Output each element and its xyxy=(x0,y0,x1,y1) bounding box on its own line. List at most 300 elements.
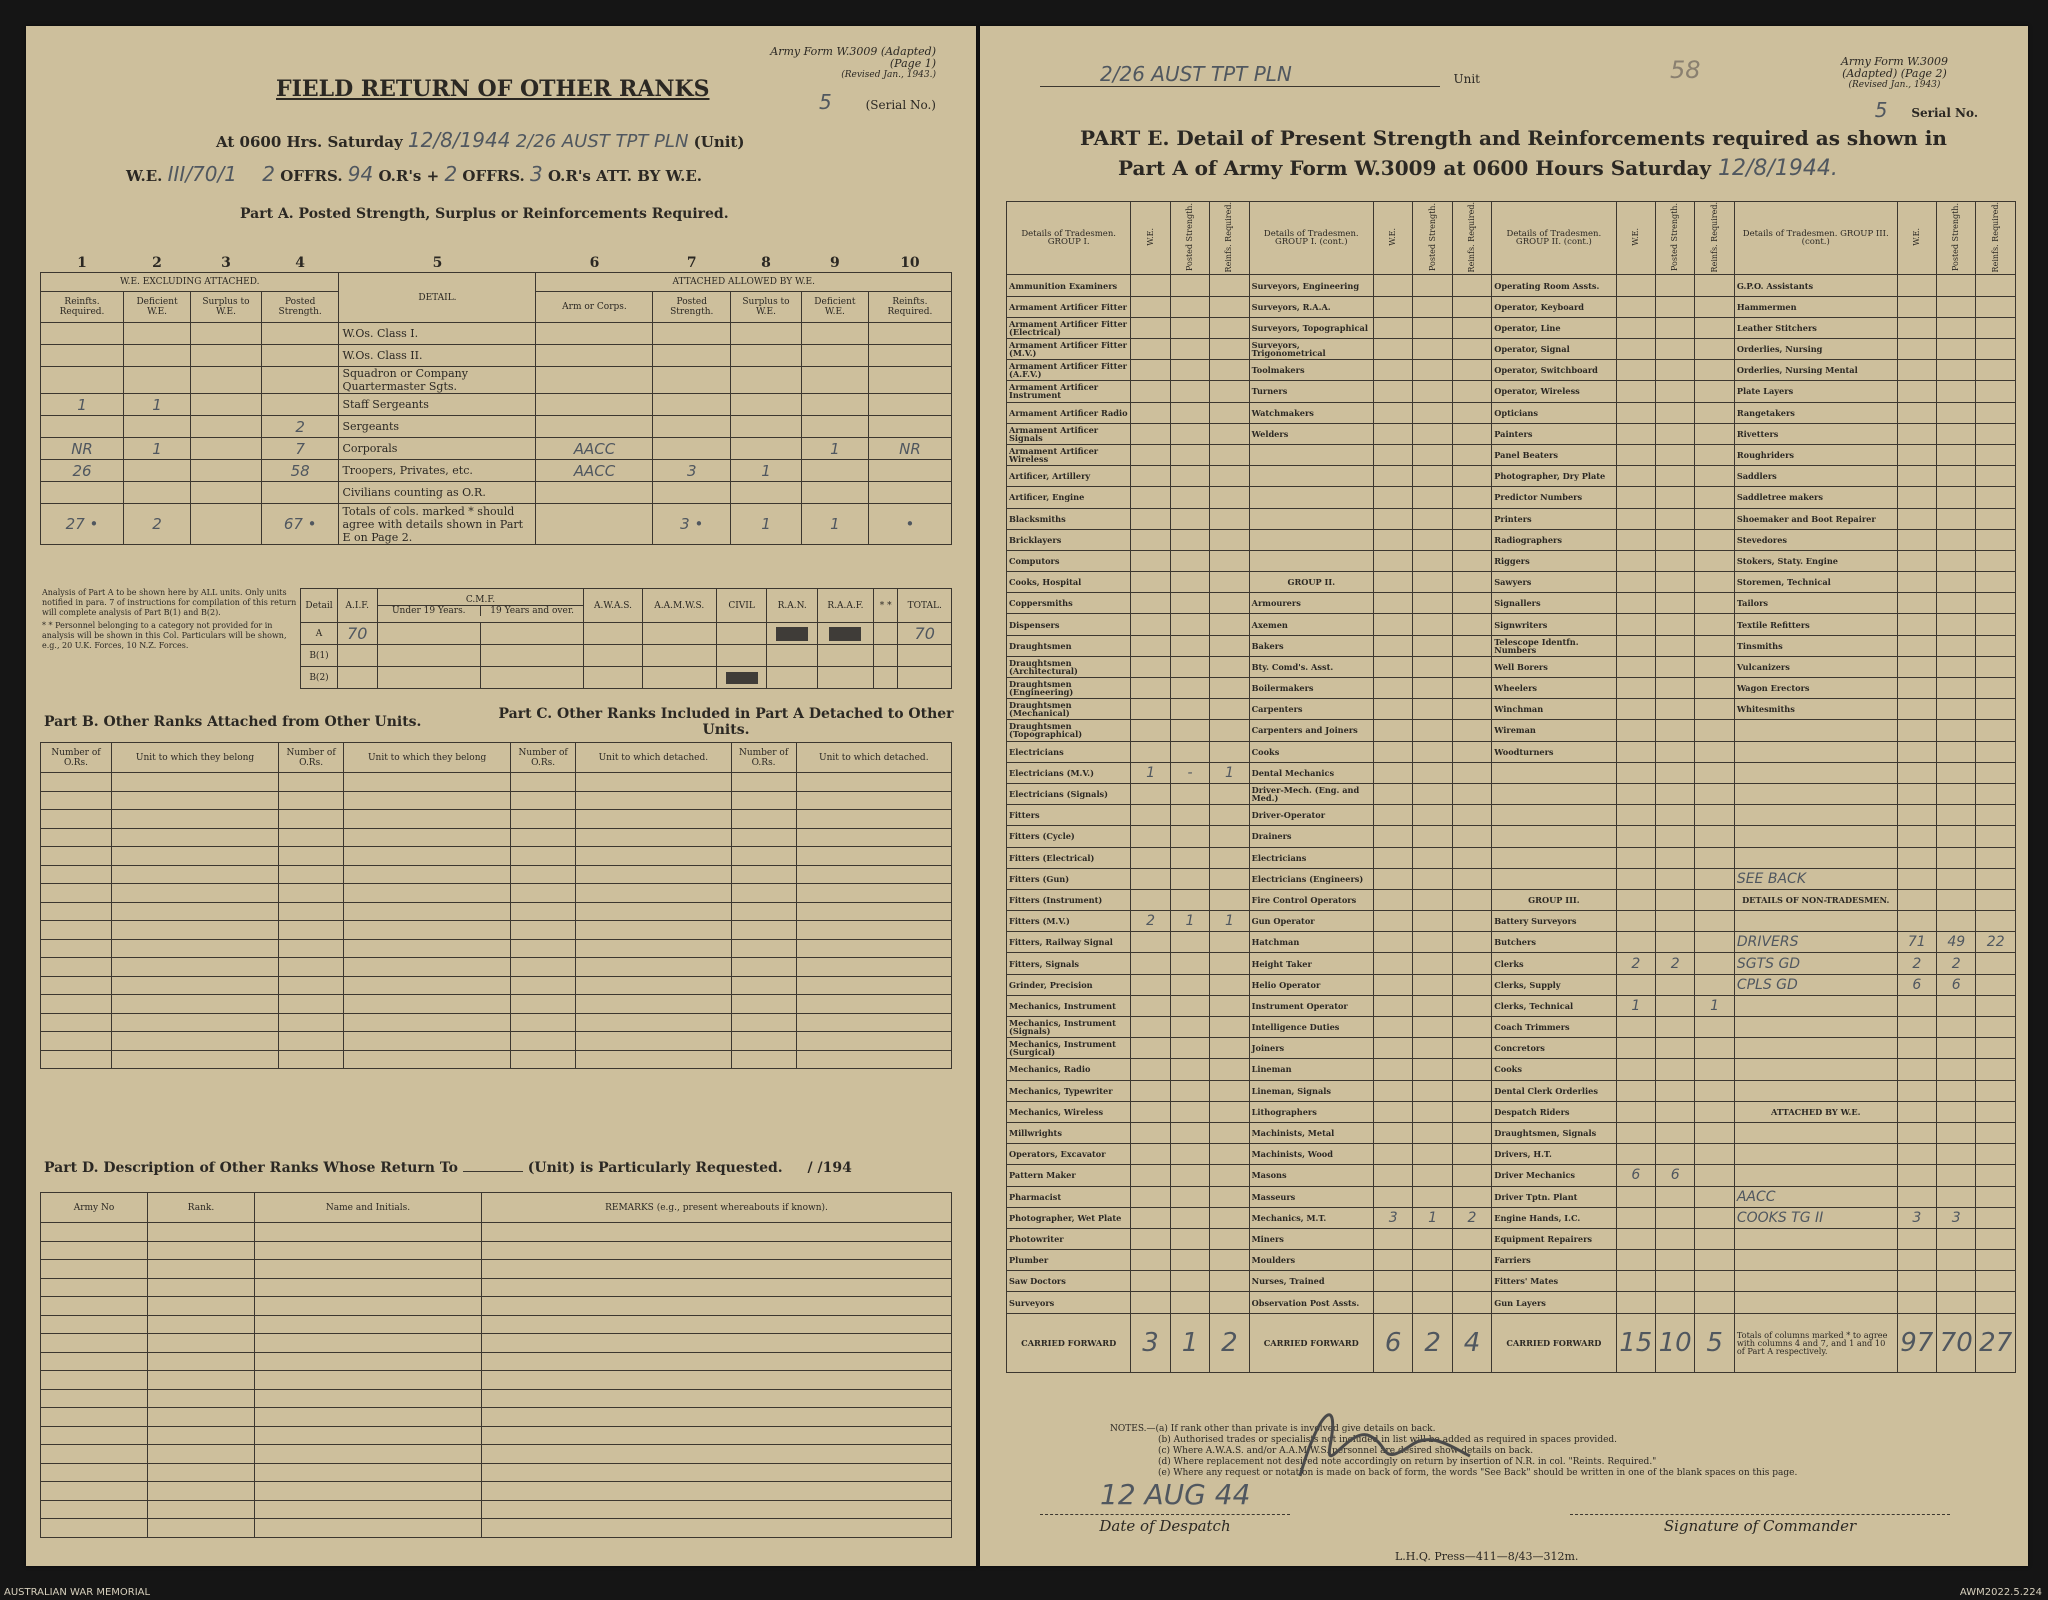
col-head: Arm or Corps. xyxy=(536,292,653,323)
trade-name: Signallers xyxy=(1492,593,1616,614)
part-e-title-2 xyxy=(1118,156,1838,181)
group-head: Details of Tradesmen. GROUP III. (cont.) xyxy=(1734,202,1897,275)
trade-value xyxy=(1695,805,1734,826)
part-d-row xyxy=(41,1352,952,1371)
part-d-head: Name and Initials. xyxy=(255,1193,482,1223)
trade-value xyxy=(1452,1059,1491,1080)
trade-name: Driver-Mech. (Eng. and Med.) xyxy=(1249,783,1373,804)
trade-value xyxy=(1452,805,1491,826)
trade-value xyxy=(1170,678,1209,699)
trade-value xyxy=(1373,1080,1412,1101)
trade-name: Shoemaker and Boot Repairer xyxy=(1734,508,1897,529)
part-a-cell: 67 • xyxy=(261,504,339,545)
trade-name: Driver Mechanics xyxy=(1492,1165,1616,1186)
trade-value xyxy=(1616,487,1655,508)
part-d-row xyxy=(41,1463,952,1482)
trade-name: Orderlies, Nursing xyxy=(1734,339,1897,360)
trade-value xyxy=(1937,572,1976,593)
trade-value xyxy=(1131,572,1170,593)
trade-value xyxy=(1616,508,1655,529)
trade-value xyxy=(1655,635,1694,656)
trade-value xyxy=(1373,381,1412,402)
trade-value xyxy=(1413,953,1452,974)
part-a-cell xyxy=(191,416,262,438)
part-d-row xyxy=(41,1334,952,1353)
trade-name: Miners xyxy=(1249,1228,1373,1249)
part-a-detail: Troopers, Privates, etc. xyxy=(339,460,536,482)
trade-name xyxy=(1492,762,1616,783)
trade-value xyxy=(1616,911,1655,932)
trade-value xyxy=(1131,529,1170,550)
trade-value xyxy=(1452,1271,1491,1292)
part-a-cell xyxy=(261,345,339,367)
trade-value xyxy=(1452,762,1491,783)
trade-name: Armament Artificer Instrument xyxy=(1007,381,1131,402)
unit-label: Unit xyxy=(1453,72,1480,86)
form-id: Army Form W.3009 xyxy=(1840,55,1948,68)
trade-value xyxy=(1616,529,1655,550)
part-e-row xyxy=(1007,487,2016,508)
trade-value xyxy=(1373,635,1412,656)
trade-value xyxy=(1170,1059,1209,1080)
carried-forward-value: 5 xyxy=(1695,1313,1734,1372)
trade-value xyxy=(1170,1271,1209,1292)
trade-value xyxy=(1170,1207,1209,1228)
part-a-cell: 26 xyxy=(41,460,124,482)
part-b-head: Number of O.Rs. xyxy=(41,743,112,773)
trade-name: Textile Refitters xyxy=(1734,614,1897,635)
trade-value xyxy=(1695,1122,1734,1143)
trade-value xyxy=(1937,678,1976,699)
trade-value xyxy=(1170,889,1209,910)
trade-name xyxy=(1734,826,1897,847)
trade-value xyxy=(1170,783,1209,804)
blackout-mark xyxy=(776,627,808,641)
part-e-row xyxy=(1007,296,2016,317)
trade-value xyxy=(1210,360,1249,381)
trade-name: Toolmakers xyxy=(1249,360,1373,381)
trade-value xyxy=(1452,868,1491,889)
part-a-cell xyxy=(41,323,124,345)
part-a-cell xyxy=(261,367,339,394)
trade-name: Armament Artificer Fitter xyxy=(1007,296,1131,317)
trade-value xyxy=(1616,444,1655,465)
part-a-cell xyxy=(536,323,653,345)
carried-forward-label: CARRIED FORWARD xyxy=(1492,1313,1616,1372)
footer-accession: AWM2022.5.224 xyxy=(1959,1587,2042,1598)
trade-value xyxy=(1413,360,1452,381)
trade-value xyxy=(1897,423,1936,444)
part-a-detail: W.Os. Class I. xyxy=(339,323,536,345)
trade-value xyxy=(1655,678,1694,699)
trade-value xyxy=(1616,889,1655,910)
part-a-cell: 27 • xyxy=(41,504,124,545)
trade-name: Ammunition Examiners xyxy=(1007,275,1131,296)
trade-name xyxy=(1492,805,1616,826)
trade-value xyxy=(1695,339,1734,360)
trade-value xyxy=(1413,1271,1452,1292)
part-e-row xyxy=(1007,932,2016,953)
trade-value xyxy=(1131,1101,1170,1122)
part-a-cell xyxy=(124,323,191,345)
trade-value xyxy=(1976,487,2016,508)
part-e-row xyxy=(1007,614,2016,635)
trade-name: Concretors xyxy=(1492,1038,1616,1059)
trade-value xyxy=(1976,381,2016,402)
trade-value xyxy=(1937,529,1976,550)
part-a-cell xyxy=(868,323,951,345)
trade-value xyxy=(1655,911,1694,932)
trade-value xyxy=(1937,911,1976,932)
part-a-group-header xyxy=(41,273,952,292)
trade-value xyxy=(1210,1101,1249,1122)
trade-name: Electricians xyxy=(1249,847,1373,868)
part-c-head: Number of O.Rs. xyxy=(731,743,796,773)
trade-value xyxy=(1695,593,1734,614)
trade-name: Opticians xyxy=(1492,402,1616,423)
trade-name: Dental Clerk Orderlies xyxy=(1492,1080,1616,1101)
trade-value xyxy=(1976,508,2016,529)
trade-name: Coach Trimmers xyxy=(1492,1017,1616,1038)
trade-value xyxy=(1452,444,1491,465)
trade-value xyxy=(1937,1017,1976,1038)
part-a-row xyxy=(41,367,952,394)
trade-value xyxy=(1695,444,1734,465)
trade-value xyxy=(1373,423,1412,444)
trade-value xyxy=(1897,550,1936,571)
trade-value xyxy=(1131,1017,1170,1038)
trade-value xyxy=(1897,1292,1936,1313)
trade-name: Helio Operator xyxy=(1249,974,1373,995)
part-bc-row xyxy=(41,958,952,977)
trade-value xyxy=(1131,741,1170,762)
trade-value xyxy=(1655,508,1694,529)
trade-value xyxy=(1452,1144,1491,1165)
trade-value xyxy=(1452,1250,1491,1271)
trade-name: Tailors xyxy=(1734,593,1897,614)
trade-name: Blacksmiths xyxy=(1007,508,1131,529)
trade-value xyxy=(1413,402,1452,423)
trade-value xyxy=(1131,1038,1170,1059)
trade-name: Photographer, Wet Plate xyxy=(1007,1207,1131,1228)
trade-value xyxy=(1373,932,1412,953)
trade-value xyxy=(1170,974,1209,995)
trade-name xyxy=(1734,1017,1897,1038)
part-a-cell xyxy=(801,323,868,345)
part-a-cell xyxy=(261,394,339,416)
trade-value xyxy=(1373,826,1412,847)
trade-value xyxy=(1937,1080,1976,1101)
trade-value xyxy=(1695,1059,1734,1080)
press-mark: L.H.Q. Press—411—8/43—312m. xyxy=(1395,1550,1579,1563)
part-a-cell: 2 xyxy=(261,416,339,438)
carried-forward-label: CARRIED FORWARD xyxy=(1007,1313,1131,1372)
trade-value xyxy=(1131,1228,1170,1249)
trade-value xyxy=(1131,275,1170,296)
trade-value xyxy=(1373,720,1412,741)
part-a-cell xyxy=(41,482,124,504)
part-e-row xyxy=(1007,360,2016,381)
trade-value xyxy=(1897,1017,1936,1038)
trade-name: Welders xyxy=(1249,423,1373,444)
part-d-row xyxy=(41,1408,952,1427)
trade-value xyxy=(1210,741,1249,762)
trade-name: Operator, Line xyxy=(1492,317,1616,338)
trade-value xyxy=(1373,1228,1412,1249)
trade-name: Gun Operator xyxy=(1249,911,1373,932)
trade-value: 6 xyxy=(1616,1165,1655,1186)
trade-value xyxy=(1937,1038,1976,1059)
trade-value xyxy=(1616,1144,1655,1165)
trade-value xyxy=(1897,1122,1936,1143)
trade-name: Rivetters xyxy=(1734,423,1897,444)
trade-value xyxy=(1897,1059,1936,1080)
part-a-cell xyxy=(731,482,802,504)
trade-name: Dental Mechanics xyxy=(1249,762,1373,783)
trade-name: Operator, Signal xyxy=(1492,339,1616,360)
part-d-row xyxy=(41,1223,952,1242)
part-e-row xyxy=(1007,550,2016,571)
trade-value: 1 xyxy=(1695,995,1734,1016)
trade-value xyxy=(1131,317,1170,338)
trade-value xyxy=(1616,1059,1655,1080)
part-b-head: Unit to which they belong xyxy=(112,743,279,773)
trade-name: Armament Artificer Wireless xyxy=(1007,444,1131,465)
trade-value xyxy=(1373,1165,1412,1186)
part-e-row xyxy=(1007,529,2016,550)
num-head: Posted Strength. xyxy=(1951,203,1961,272)
trade-value xyxy=(1131,614,1170,635)
trade-value xyxy=(1616,423,1655,444)
col-number: 5 xyxy=(432,255,443,271)
trade-name: Machinists, Metal xyxy=(1249,1122,1373,1143)
trade-value xyxy=(1373,508,1412,529)
trade-name: DETAILS OF NON-TRADESMEN. xyxy=(1734,889,1897,910)
part-a-cell xyxy=(653,323,731,345)
trade-value xyxy=(1897,1101,1936,1122)
trade-value xyxy=(1131,826,1170,847)
trade-value xyxy=(1210,572,1249,593)
analysis-head: 19 Years and over. xyxy=(490,606,575,616)
trade-value xyxy=(1452,974,1491,995)
trade-value xyxy=(1937,423,1976,444)
part-bc-row xyxy=(41,865,952,884)
trade-name xyxy=(1249,487,1373,508)
num-head: Posted Strength. xyxy=(1427,203,1437,272)
trade-name: Operator, Switchboard xyxy=(1492,360,1616,381)
trade-value: 3 xyxy=(1373,1207,1412,1228)
trade-value xyxy=(1897,678,1936,699)
trade-value xyxy=(1131,656,1170,677)
trade-value xyxy=(1452,1292,1491,1313)
part-e-row xyxy=(1007,317,2016,338)
trade-value: 3 xyxy=(1897,1207,1936,1228)
trade-value xyxy=(1452,953,1491,974)
part-e-row xyxy=(1007,1186,2016,1207)
part-bc-row xyxy=(41,810,952,829)
trade-value xyxy=(1373,1059,1412,1080)
trade-value xyxy=(1131,296,1170,317)
trade-value xyxy=(1131,381,1170,402)
part-a-cell xyxy=(653,367,731,394)
trade-value xyxy=(1976,550,2016,571)
trade-value xyxy=(1897,656,1936,677)
trade-value xyxy=(1695,1271,1734,1292)
trade-value xyxy=(1616,614,1655,635)
part-a-cell: AACC xyxy=(536,438,653,460)
trade-value xyxy=(1937,762,1976,783)
trade-name: Bricklayers xyxy=(1007,529,1131,550)
col-number: 2 xyxy=(152,255,162,271)
part-a-cell xyxy=(801,482,868,504)
part-e-row xyxy=(1007,678,2016,699)
part-a-cell xyxy=(536,416,653,438)
trade-value: 1 xyxy=(1210,911,1249,932)
trade-value: 2 xyxy=(1897,953,1936,974)
part-a-cell xyxy=(191,504,262,545)
part-a-detail: Sergeants xyxy=(339,416,536,438)
detail-header: DETAIL. xyxy=(339,273,536,323)
trade-name xyxy=(1492,847,1616,868)
analysis-row-label: B(1) xyxy=(301,645,338,667)
trade-name: Nurses, Trained xyxy=(1249,1271,1373,1292)
trade-value xyxy=(1976,826,2016,847)
part-d-row xyxy=(41,1278,952,1297)
trade-name: AACC xyxy=(1734,1186,1897,1207)
serial-label: (Serial No.) xyxy=(865,98,936,112)
trade-value xyxy=(1170,529,1209,550)
trade-name: Joiners xyxy=(1249,1038,1373,1059)
part-a-detail: Totals of cols. marked * should agree with details shown in Part E on Page 2. xyxy=(339,504,536,545)
trade-value xyxy=(1937,1271,1976,1292)
trade-name: Drivers, H.T. xyxy=(1492,1144,1616,1165)
trade-name: Armourers xyxy=(1249,593,1373,614)
trade-name: Computors xyxy=(1007,550,1131,571)
trade-value xyxy=(1655,614,1694,635)
unit-line xyxy=(1040,62,1480,87)
trade-name: Mechanics, Instrument (Surgical) xyxy=(1007,1038,1131,1059)
trade-value xyxy=(1695,678,1734,699)
trade-value xyxy=(1897,593,1936,614)
part-e-row xyxy=(1007,762,2016,783)
trade-value xyxy=(1452,889,1491,910)
trade-value xyxy=(1131,1186,1170,1207)
trade-name: Photographer, Dry Plate xyxy=(1492,466,1616,487)
trade-value xyxy=(1616,1271,1655,1292)
trade-value xyxy=(1655,741,1694,762)
trade-value xyxy=(1937,868,1976,889)
trade-value xyxy=(1616,1122,1655,1143)
trade-value xyxy=(1655,1207,1694,1228)
trade-value xyxy=(1131,868,1170,889)
carried-forward-value: 1 xyxy=(1170,1313,1209,1372)
part-a-cell xyxy=(801,367,868,394)
trade-name: Mechanics, M.T. xyxy=(1249,1207,1373,1228)
trade-value xyxy=(1976,805,2016,826)
part-d-row xyxy=(41,1389,952,1408)
trade-value xyxy=(1373,889,1412,910)
trade-name: Farriers xyxy=(1492,1250,1616,1271)
part-e-row xyxy=(1007,741,2016,762)
page-number: (Page 1) xyxy=(889,57,936,70)
trade-value xyxy=(1695,423,1734,444)
trade-name: Cooks xyxy=(1249,741,1373,762)
trade-value xyxy=(1210,678,1249,699)
trade-value xyxy=(1616,741,1655,762)
page-title: FIELD RETURN OF OTHER RANKS xyxy=(276,76,710,102)
totals-note: Totals of columns marked * to agree with columns 4 and 7, and 1 and 10 of Part A respectively. xyxy=(1734,1313,1897,1372)
trade-name xyxy=(1734,1122,1897,1143)
part-b-head: Number of O.Rs. xyxy=(279,743,344,773)
trade-value xyxy=(1897,339,1936,360)
revised-note: (Revised Jan., 1943) xyxy=(1848,80,1941,90)
trade-name: Battery Surveyors xyxy=(1492,911,1616,932)
part-a-cell xyxy=(191,323,262,345)
trade-value xyxy=(1695,1038,1734,1059)
trade-value xyxy=(1131,1144,1170,1165)
offrs-value: 2 xyxy=(262,162,275,186)
trade-name: Leather Stitchers xyxy=(1734,317,1897,338)
num-head: Reinfs. Required. xyxy=(1990,202,2000,273)
trade-value xyxy=(1413,1292,1452,1313)
trade-value xyxy=(1413,444,1452,465)
trade-value xyxy=(1131,1250,1170,1271)
we-value: III/70/1 xyxy=(167,162,237,186)
trade-value xyxy=(1976,720,2016,741)
trade-name: Fitters (Electrical) xyxy=(1007,847,1131,868)
trade-value xyxy=(1976,572,2016,593)
trade-value xyxy=(1976,847,2016,868)
plus-sign: + xyxy=(426,167,440,185)
trade-name xyxy=(1249,444,1373,465)
part-e-row xyxy=(1007,593,2016,614)
carried-forward-value: 4 xyxy=(1452,1313,1491,1372)
trade-value xyxy=(1937,508,1976,529)
trade-value xyxy=(1695,572,1734,593)
num-head: Reinfs. Required. xyxy=(1224,202,1234,273)
trade-value xyxy=(1452,826,1491,847)
trade-name: Orderlies, Nursing Mental xyxy=(1734,360,1897,381)
part-a-row xyxy=(41,345,952,367)
trade-name: Electricians xyxy=(1007,741,1131,762)
part-e-row xyxy=(1007,1080,2016,1101)
trade-value xyxy=(1413,1144,1452,1165)
trade-name: Armament Artificer Radio xyxy=(1007,402,1131,423)
trade-value xyxy=(1131,423,1170,444)
trade-name: Bty. Comd's. Asst. xyxy=(1249,656,1373,677)
trade-value xyxy=(1655,1228,1694,1249)
part-bc-row xyxy=(41,902,952,921)
trade-value xyxy=(1655,1059,1694,1080)
trade-name: Lineman xyxy=(1249,1059,1373,1080)
trade-value xyxy=(1170,614,1209,635)
trade-value xyxy=(1695,1144,1734,1165)
part-a-cell xyxy=(41,416,124,438)
trade-value xyxy=(1210,699,1249,720)
trade-name: Fitters, Railway Signal xyxy=(1007,932,1131,953)
serial-block-2 xyxy=(1875,98,1978,122)
trade-value xyxy=(1131,889,1170,910)
trade-value xyxy=(1695,783,1734,804)
part-a-cell: AACC xyxy=(536,460,653,482)
trade-name: Lithographers xyxy=(1249,1101,1373,1122)
trade-value xyxy=(1210,1207,1249,1228)
trade-value xyxy=(1695,1165,1734,1186)
trade-value xyxy=(1413,1017,1452,1038)
trade-value xyxy=(1695,1292,1734,1313)
trade-name xyxy=(1734,720,1897,741)
trade-value xyxy=(1413,974,1452,995)
